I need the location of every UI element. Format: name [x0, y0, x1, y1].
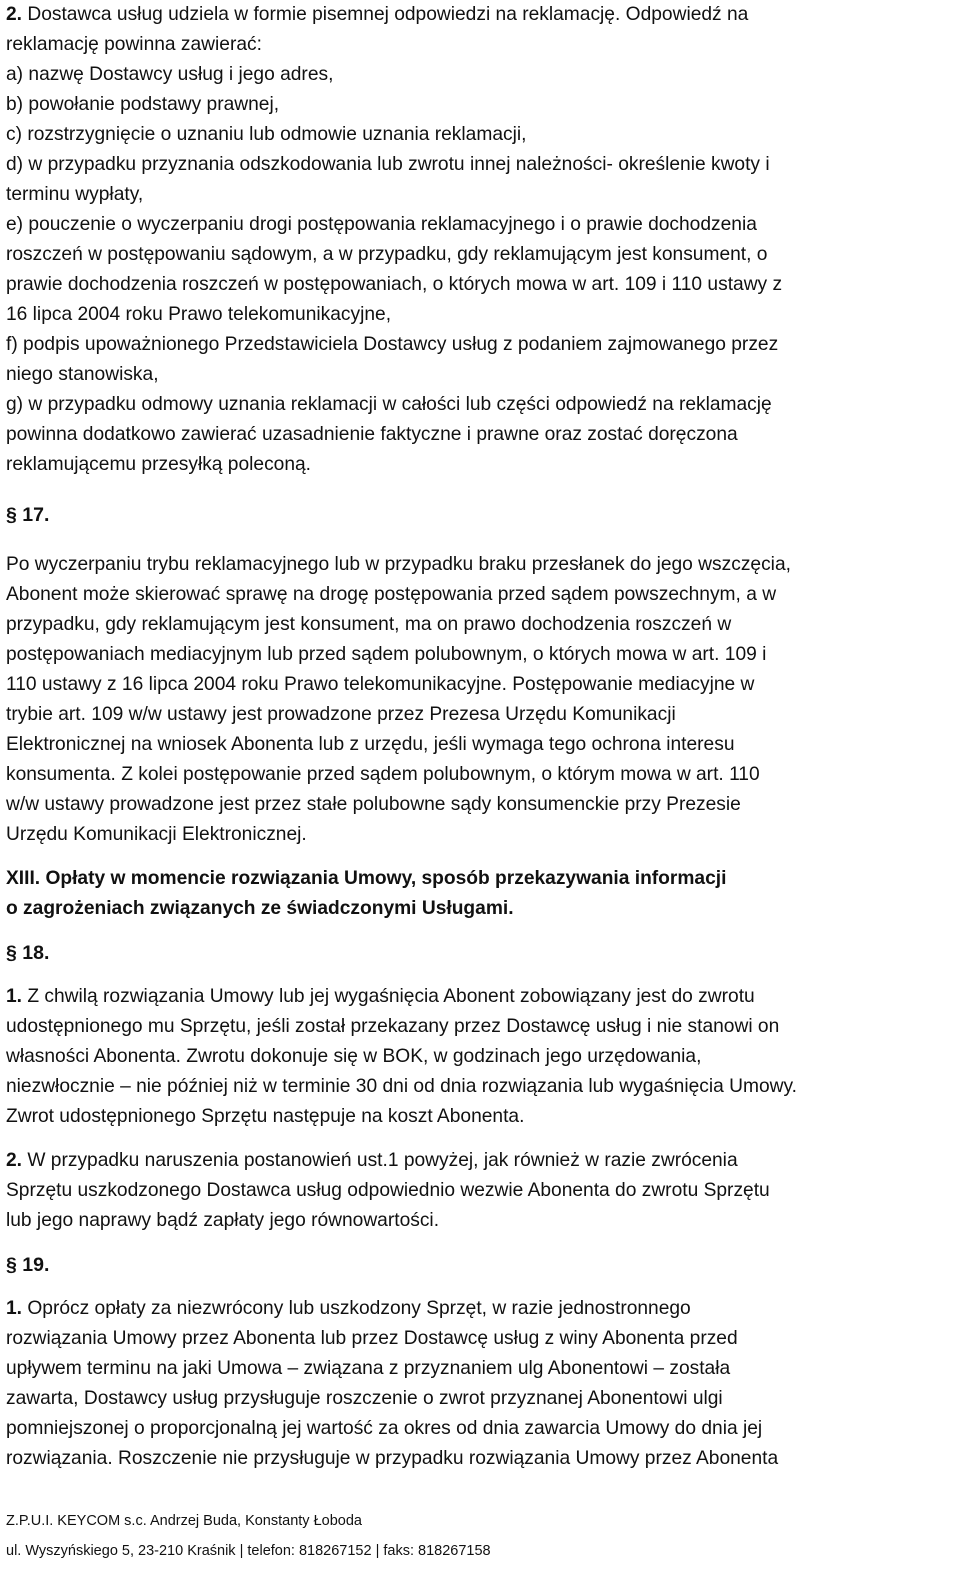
- list-item: e) pouczenie o wyczerpaniu drogi postępowania reklamacyjnego i o prawie dochodzenia: [6, 214, 757, 235]
- list-item: d) w przypadku przyznania odszkodowania lub zwrotu innej należności- określenie kwoty i: [6, 154, 770, 175]
- document-page: [6, 0, 956, 1474]
- list-item-continuation: roszczeń w postępowaniu sądowym, a w przypadku, gdy reklamującym jest konsument, o: [6, 244, 768, 265]
- paragraph-line: reklamację powinna zawierać:: [6, 34, 262, 55]
- section-19-paragraph-1: [6, 1294, 956, 1474]
- list-item-continuation: niego stanowiska,: [6, 364, 159, 385]
- paragraph-line: [6, 1146, 956, 1176]
- paragraph-number: 1.: [6, 1298, 23, 1319]
- paragraph-line: pomniejszonej o proporcjonalną jej wartość za okres od dnia zawarcia Umowy do dnia jej: [6, 1418, 763, 1439]
- section-heading-19: § 19.: [6, 1254, 50, 1276]
- section-title-line: XIII. Opłaty w momencie rozwiązania Umowy, sposób przekazywania informacji: [6, 868, 727, 889]
- paragraph-line: Zwrot udostępnionego Sprzętu następuje na koszt Abonenta.: [6, 1106, 525, 1127]
- paragraph-line: konsumenta. Z kolei postępowanie przed sądem polubownym, o którym mowa w art. 110: [6, 764, 760, 785]
- footer-contact-line: ul. Wyszyńskiego 5, 23-210 Kraśnik | telefon: 818267152 | faks: 818267158: [6, 1543, 491, 1559]
- list-item: g) w przypadku odmowy uznania reklamacji w całości lub części odpowiedź na reklamację: [6, 394, 772, 415]
- paragraph-line: rozwiązania Umowy przez Abonenta lub przez Dostawcę usług z winy Abonenta przed: [6, 1328, 738, 1349]
- paragraph-number: 2.: [6, 1150, 23, 1171]
- paragraph-line: udostępnionego mu Sprzętu, jeśli został przekazany przez Dostawcę usług i nie stanowi on: [6, 1016, 780, 1037]
- complaint-response-block: [6, 0, 956, 480]
- paragraph-line: 110 ustawy z 16 lipca 2004 roku Prawo telekomunikacyjne. Postępowanie mediacyjne w: [6, 674, 755, 695]
- footer-company-line: Z.P.U.I. KEYCOM s.c. Andrzej Buda, Konstanty Łoboda: [6, 1513, 362, 1529]
- section-heading-17: § 17.: [6, 504, 50, 526]
- section-title-line: o zagrożeniach związanych ze świadczonymi Usługami.: [6, 898, 514, 919]
- paragraph-line: postępowaniach mediacyjnym lub przed sądem polubownym, o których mowa w art. 109 i: [6, 644, 767, 665]
- section-18-paragraph-2: [6, 1146, 956, 1236]
- paragraph-line: upływem terminu na jaki Umowa – związana z przyznaniem ulg Abonentowi – została: [6, 1358, 731, 1379]
- paragraph-text: Z chwilą rozwiązania Umowy lub jej wygaśnięcia Abonent zobowiązany jest do zwrotu: [22, 986, 755, 1007]
- paragraph-line: Abonent może skierować sprawę na drogę postępowania przed sądem powszechnym, a w: [6, 584, 777, 605]
- paragraph-text: Oprócz opłaty za niezwrócony lub uszkodzony Sprzęt, w razie jednostronnego: [22, 1298, 691, 1319]
- paragraph-line: [6, 982, 956, 1012]
- paragraph-line: [6, 0, 956, 30]
- list-item: a) nazwę Dostawcy usług i jego adres,: [6, 64, 334, 85]
- paragraph-line: w/w ustawy prowadzone jest przez stałe polubowne sądy konsumenckie przy Prezesie: [6, 794, 741, 815]
- paragraph-line: Po wyczerpaniu trybu reklamacyjnego lub w przypadku braku przesłanek do jego wszczęcia,: [6, 554, 791, 575]
- paragraph-text: Dostawca usług udziela w formie pisemnej odpowiedzi na reklamację. Odpowiedź na: [22, 4, 749, 25]
- paragraph-line: własności Abonenta. Zwrotu dokonuje się w BOK, w godzinach jego urzędowania,: [6, 1046, 702, 1067]
- paragraph-text: W przypadku naruszenia postanowień ust.1 powyżej, jak również w razie zwrócenia: [22, 1150, 738, 1171]
- list-item-continuation: prawie dochodzenia roszczeń w postępowaniach, o których mowa w art. 109 i 110 ustawy z: [6, 274, 783, 295]
- section-18-paragraph-1: [6, 982, 956, 1132]
- paragraph-line: [6, 1294, 956, 1324]
- paragraph-number: 2.: [6, 4, 23, 25]
- paragraph-line: trybie art. 109 w/w ustawy jest prowadzone przez Prezesa Urzędu Komunikacji: [6, 704, 676, 725]
- list-item: f) podpis upoważnionego Przedstawiciela Dostawcy usług z podaniem zajmowanego przez: [6, 334, 779, 355]
- paragraph-line: Sprzętu uszkodzonego Dostawca usług odpowiednio wezwie Abonenta do zwrotu Sprzętu: [6, 1180, 770, 1201]
- list-item-continuation: powinna dodatkowo zawierać uzasadnienie faktyczne i prawne oraz zostać doręczona: [6, 424, 738, 445]
- paragraph-number: 1.: [6, 986, 23, 1007]
- list-item-continuation: reklamującemu przesyłką poleconą.: [6, 454, 312, 475]
- section-17-body: [6, 550, 956, 850]
- paragraph-line: rozwiązania. Roszczenie nie przysługuje w przypadku rozwiązania Umowy przez Abonenta: [6, 1448, 779, 1469]
- paragraph-line: lub jego naprawy bądź zapłaty jego równowartości.: [6, 1210, 440, 1231]
- list-item-continuation: terminu wypłaty,: [6, 184, 144, 205]
- paragraph-line: zawarta, Dostawcy usług przysługuje roszczenie o zwrot przyznanej Abonentowi ulgi: [6, 1388, 723, 1409]
- section-heading-18: § 18.: [6, 942, 50, 964]
- list-item: c) rozstrzygnięcie o uznaniu lub odmowie uznania reklamacji,: [6, 124, 527, 145]
- paragraph-line: Urzędu Komunikacji Elektronicznej.: [6, 824, 307, 845]
- section-title-xiii: [6, 864, 956, 924]
- list-item: b) powołanie podstawy prawnej,: [6, 94, 280, 115]
- list-item-continuation: 16 lipca 2004 roku Prawo telekomunikacyjne,: [6, 304, 392, 325]
- paragraph-line: przypadku, gdy reklamującym jest konsument, ma on prawo dochodzenia roszczeń w: [6, 614, 732, 635]
- paragraph-line: niezwłocznie – nie później niż w terminie 30 dni od dnia rozwiązania lub wygaśnięcia Umowy.: [6, 1076, 797, 1097]
- paragraph-line: Elektronicznej na wniosek Abonenta lub z urzędu, jeśli wymaga tego ochrona interesu: [6, 734, 735, 755]
